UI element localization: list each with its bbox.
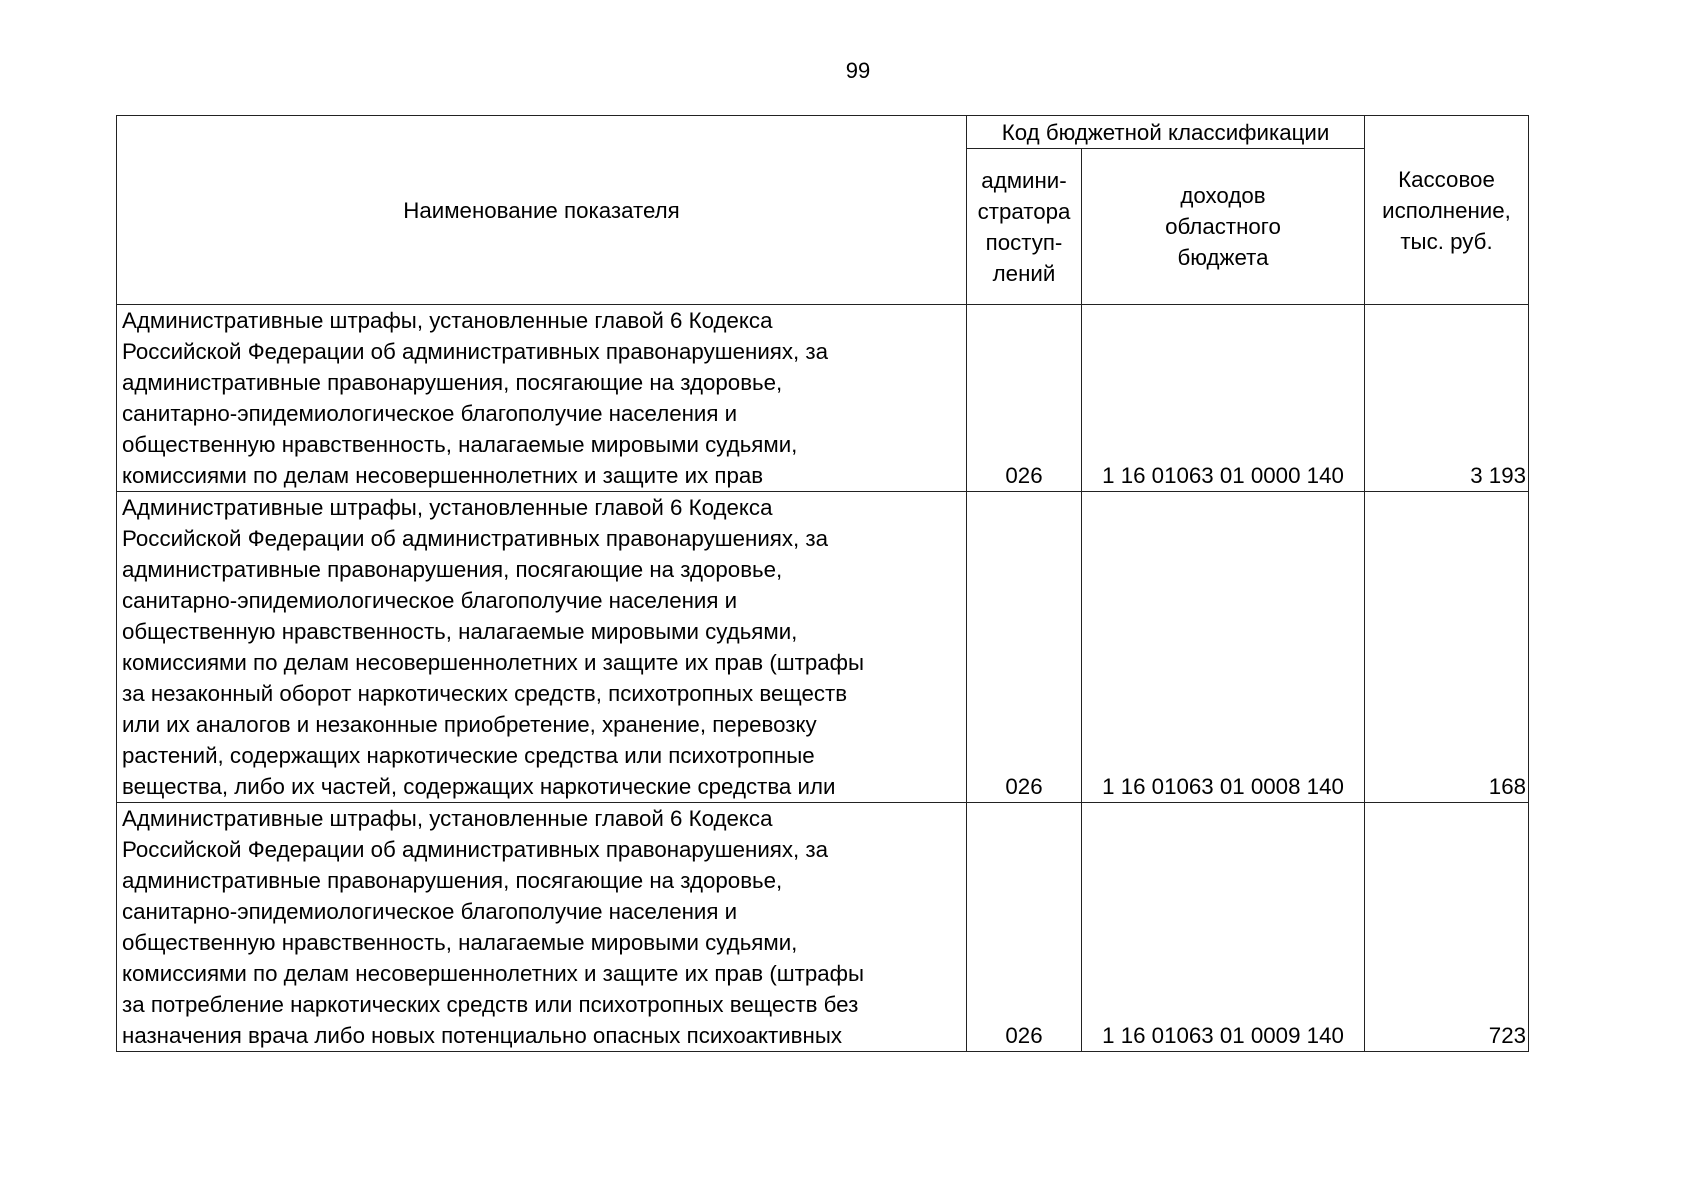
page-number: 99 <box>845 58 871 83</box>
row-name-cell <box>117 492 967 803</box>
row-name: Административные штрафы, установленные главой 6 Кодекса Российской Федерации об административных правонарушениях, за административные правонарушения, посягающие на здоровье, санитарно-эпидемиологическое благополучие населения и общественную нравственность, налагаемые мировыми судьями, комиссиями по делам несовершеннолетних и защите их прав (штрафы за незаконный оборот наркотических средств, психотропных веществ или их аналогов и незаконные приобретение, хранение, перевозку растений, содержащих наркотические средства или психотропные вещества, либо их частей, содержащих наркотические средства или <box>122 495 865 799</box>
header-cash-execution: Кассовое исполнение, тыс. руб. <box>1365 116 1529 305</box>
table-header-row <box>117 116 1529 149</box>
table-row <box>117 492 1529 803</box>
row-admin-code: 026 <box>967 803 1082 1052</box>
row-name-cell <box>117 803 967 1052</box>
row-amount: 168 <box>1365 492 1529 803</box>
header-admin-code: админи- стратора поступ- лений <box>967 149 1082 305</box>
row-admin-code: 026 <box>967 305 1082 492</box>
table-row <box>117 803 1529 1052</box>
header-code-group: Код бюджетной классификации <box>967 116 1365 149</box>
row-income-code: 1 16 01063 01 0008 140 <box>1082 492 1365 803</box>
row-income-code: 1 16 01063 01 0009 140 <box>1082 803 1365 1052</box>
table-row <box>117 305 1529 492</box>
row-income-code: 1 16 01063 01 0000 140 <box>1082 305 1365 492</box>
row-name-cell <box>117 305 967 492</box>
row-name: Административные штрафы, установленные главой 6 Кодекса Российской Федерации об административных правонарушениях, за административные правонарушения, посягающие на здоровье, санитарно-эпидемиологическое благополучие населения и общественную нравственность, налагаемые мировыми судьями, комиссиями по делам несовершеннолетних и защите их прав <box>122 308 829 488</box>
row-amount: 723 <box>1365 803 1529 1052</box>
row-admin-code: 026 <box>967 492 1082 803</box>
header-income-code: доходов областного бюджета <box>1082 149 1365 305</box>
budget-revenue-table <box>116 115 1529 1052</box>
header-name: Наименование показателя <box>117 116 967 305</box>
row-name: Административные штрафы, установленные главой 6 Кодекса Российской Федерации об административных правонарушениях, за административные правонарушения, посягающие на здоровье, санитарно-эпидемиологическое благополучие населения и общественную нравственность, налагаемые мировыми судьями, комиссиями по делам несовершеннолетних и защите их прав (штрафы за потребление наркотических средств или психотропных веществ без назначения врача либо новых потенциально опасных психоактивных <box>122 806 865 1048</box>
row-amount: 3 193 <box>1365 305 1529 492</box>
